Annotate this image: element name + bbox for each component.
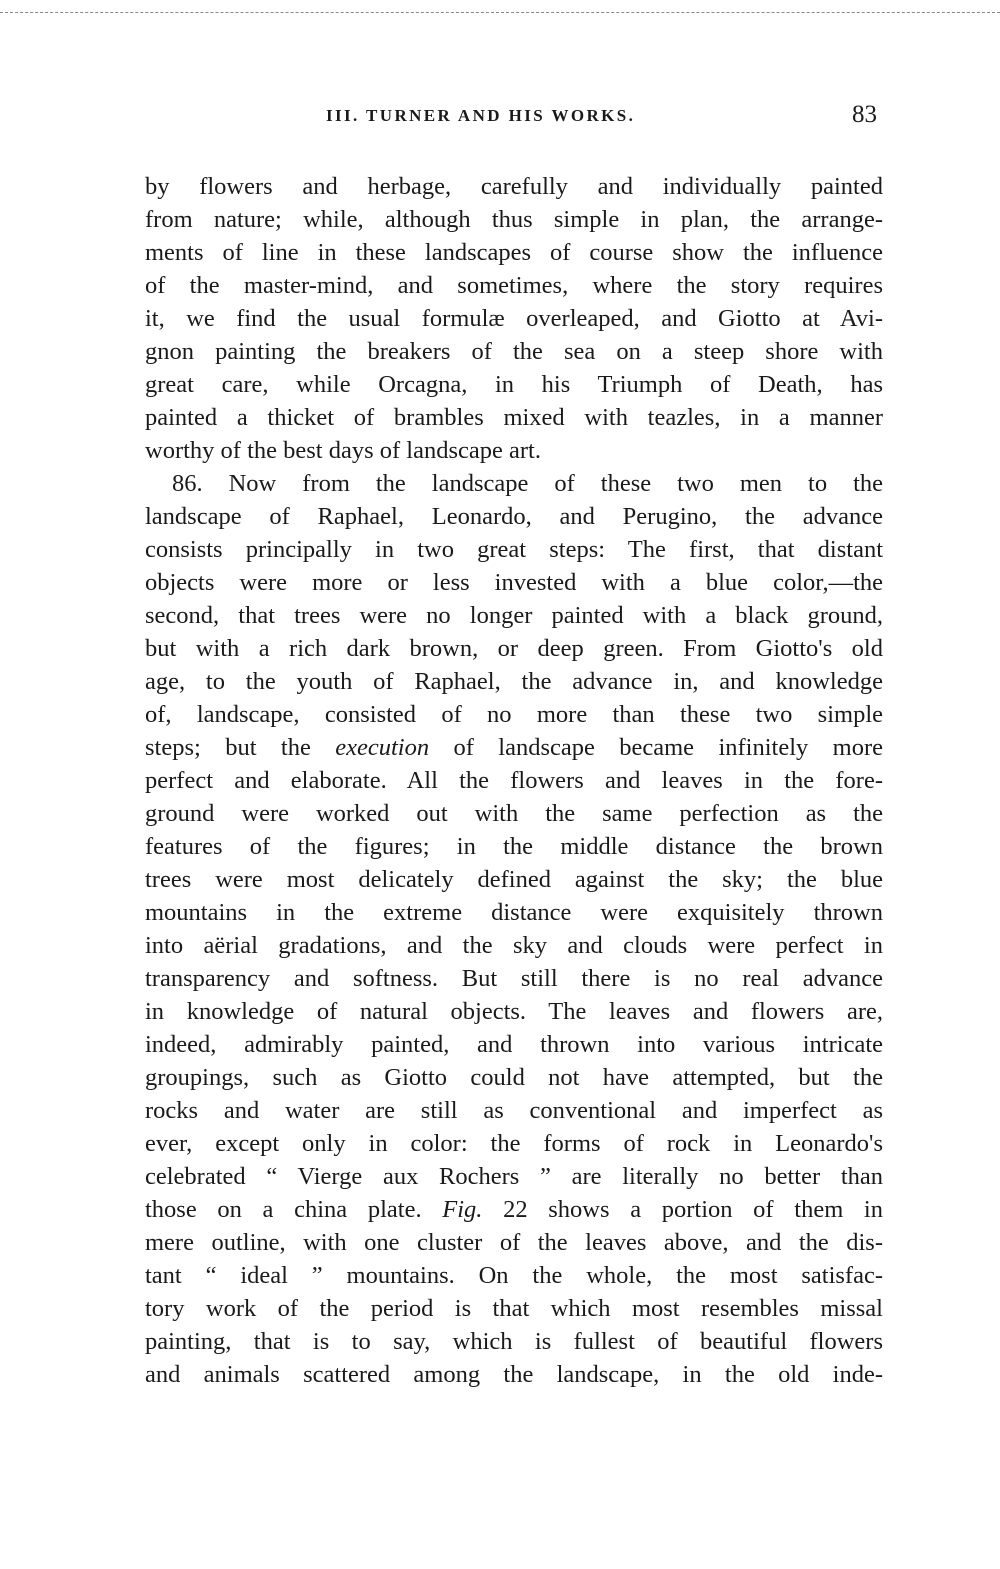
text-line [145,1358,883,1391]
text-segment: in knowledge of natural objects. The leaves and flowers are, [145,998,883,1025]
text-line [145,1028,883,1061]
text-line [145,203,883,236]
text-segment: landscape of Raphael, Leonardo, and Perugino, the advance [145,503,883,530]
text-segment: celebrated “ Vierge aux Rochers ” are literally no better than [145,1163,883,1190]
text-line [145,962,883,995]
text-segment: of the master-mind, and sometimes, where the story requires [145,272,883,299]
text-line [145,434,883,467]
text-line [145,1193,883,1226]
text-line [145,500,883,533]
text-segment: 86. Now from the landscape of these two men to the [172,470,883,497]
text-line [145,632,883,665]
text-line [145,731,883,764]
text-segment: but with a rich dark brown, or deep green. From Giotto's old [145,635,883,662]
text-segment: transparency and softness. But still there is no real advance [145,965,883,992]
text-segment: trees were most delicately defined against the sky; the blue [145,866,883,893]
text-line [145,368,883,401]
text-line [145,1325,883,1358]
text-line [145,599,883,632]
text-line [145,1127,883,1160]
text-segment: by flowers and herbage, carefully and individually painted [145,173,883,200]
text-line [145,236,883,269]
text-line [145,467,883,500]
text-segment: those on a china plate. [145,1196,443,1223]
italic-text: execution [335,734,430,761]
text-segment: mountains in the extreme distance were exquisitely thrown [145,899,883,926]
page-number: 83 [852,101,877,128]
italic-text: Fig. [442,1196,483,1223]
text-line [145,698,883,731]
text-segment: rocks and water are still as conventional and imperfect as [145,1097,883,1124]
text-line [145,1061,883,1094]
text-segment: groupings, such as Giotto could not have attempted, but the [145,1064,883,1091]
text-segment: tory work of the period is that which most resembles missal [145,1295,883,1322]
text-segment: ground were worked out with the same perfection as the [145,800,883,827]
text-segment: painted a thicket of brambles mixed with teazles, in a manner [145,404,883,431]
text-segment: great care, while Orcagna, in his Triumph of Death, has [145,371,883,398]
text-line [145,929,883,962]
text-line [145,1226,883,1259]
running-head: III. TURNER AND HIS WORKS. [326,106,636,125]
text-line [145,764,883,797]
text-segment: gnon painting the breakers of the sea on a steep shore with [145,338,883,365]
text-line [145,896,883,929]
text-segment: consists principally in two great steps: The first, that distant [145,536,883,563]
text-line [145,1292,883,1325]
text-line [145,1259,883,1292]
scan-edge-line [0,12,1000,13]
text-segment: worthy of the best days of landscape art. [145,437,541,464]
text-line [145,170,883,203]
text-segment: from nature; while, although thus simple in plan, the arrange- [145,206,883,233]
text-segment: of, landscape, consisted of no more than these two simple [145,701,883,728]
text-segment: steps; but the [145,734,336,761]
text-segment: perfect and elaborate. All the flowers and leaves in the fore- [145,767,883,794]
text-segment: and animals scattered among the landscape, in the old inde- [145,1361,883,1388]
text-line [145,269,883,302]
text-segment: tant “ ideal ” mountains. On the whole, the most satisfac- [145,1262,883,1289]
text-line [145,863,883,896]
text-segment: into aërial gradations, and the sky and clouds were perfect in [145,932,883,959]
text-line [145,830,883,863]
text-line [145,401,883,434]
text-segment: mere outline, with one cluster of the leaves above, and the dis- [145,1229,883,1256]
text-segment: age, to the youth of Raphael, the advance in, and knowledge [145,668,883,695]
text-line [145,1160,883,1193]
body-text [145,170,883,1391]
text-line [145,995,883,1028]
text-line [145,302,883,335]
text-segment: of landscape became infinitely more [429,734,883,761]
text-segment: features of the figures; in the middle distance the brown [145,833,883,860]
text-segment: ments of line in these landscapes of course show the influence [145,239,883,266]
text-line [145,665,883,698]
text-line [145,533,883,566]
text-line [145,797,883,830]
text-line [145,1094,883,1127]
text-segment: ever, except only in color: the forms of rock in Leonardo's [145,1130,883,1157]
text-segment: painting, that is to say, which is fullest of beautiful flowers [145,1328,883,1355]
text-segment: second, that trees were no longer painted with a black ground, [145,602,883,629]
text-segment: 22 shows a portion of them in [482,1196,883,1223]
text-line [145,335,883,368]
text-segment: objects were more or less invested with a blue color,—the [145,569,883,596]
text-segment: indeed, admirably painted, and thrown into various intricate [145,1031,883,1058]
text-segment: it, we find the usual formulæ overleaped, and Giotto at Avi- [145,305,883,332]
text-line [145,566,883,599]
